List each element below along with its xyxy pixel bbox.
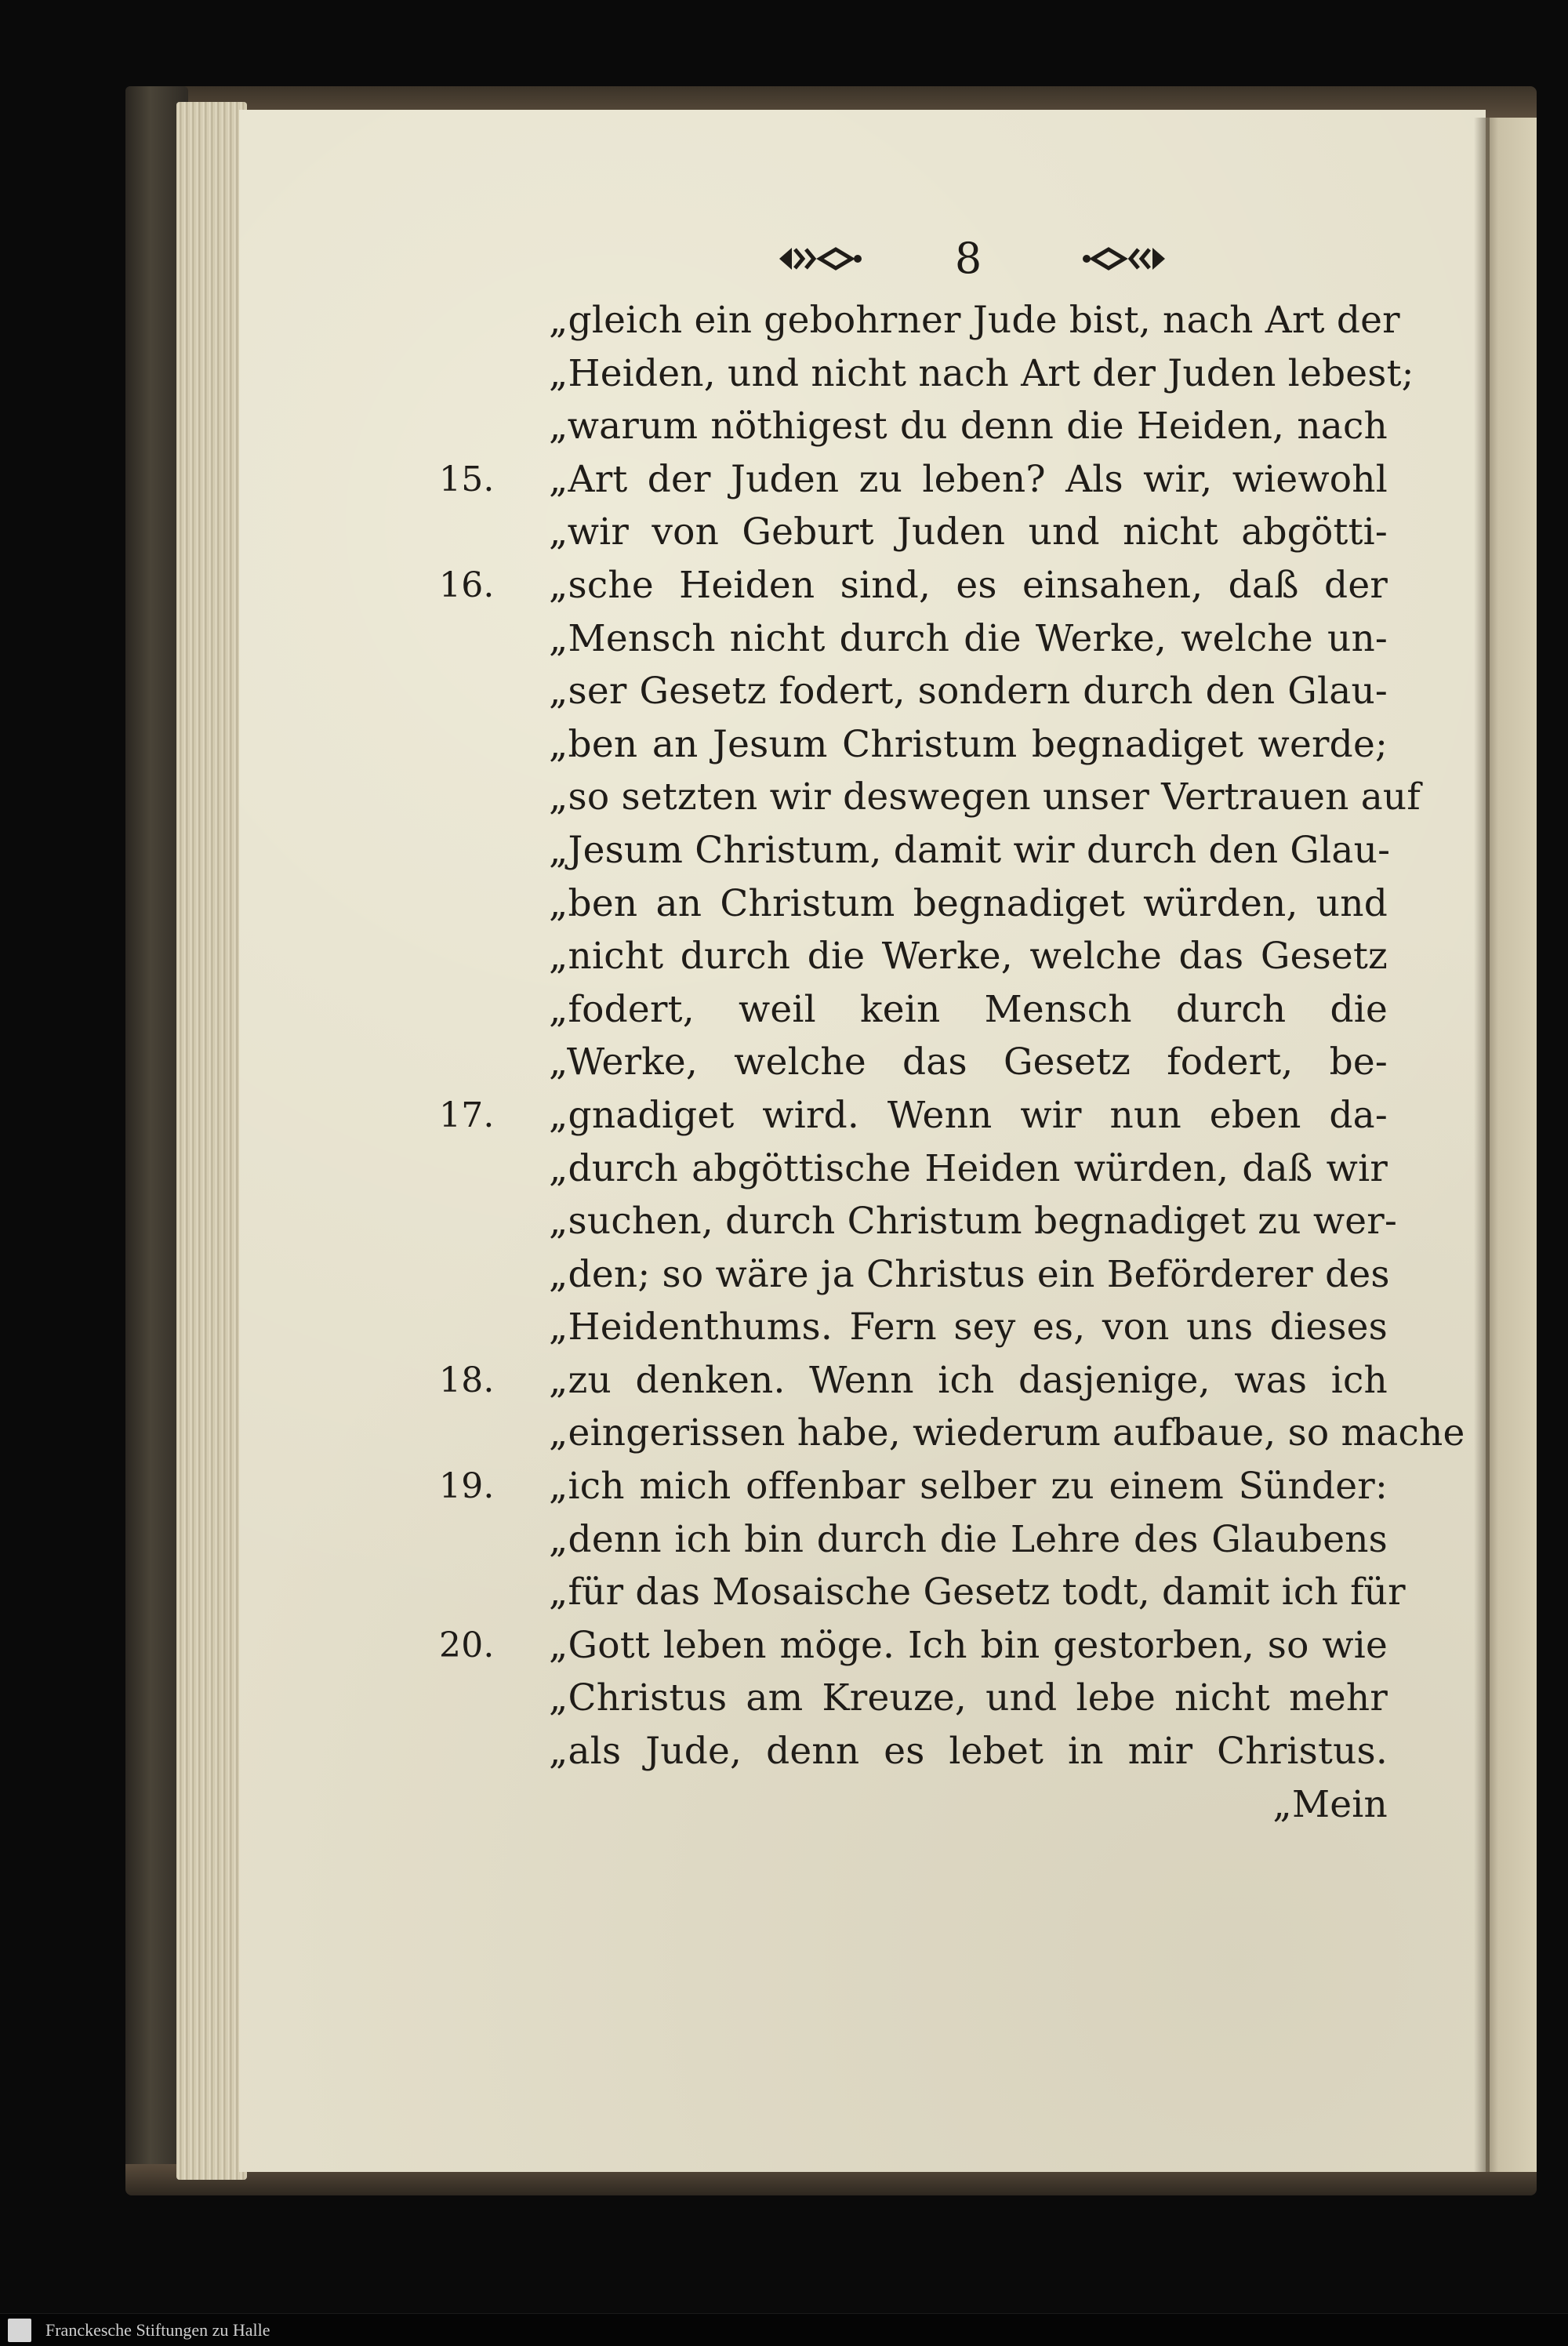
text-line xyxy=(549,877,1388,931)
page-number: 8 xyxy=(954,234,982,283)
text-line xyxy=(549,506,1388,559)
line-text: „zu denken. Wenn ich dasjenige, was ich xyxy=(549,1358,1388,1402)
line-text: „gnadiget wird. Wenn wir nun eben da- xyxy=(549,1093,1388,1137)
line-text: „Heiden, und nicht nach Art der Juden lebest; xyxy=(549,351,1414,395)
text-line xyxy=(439,1089,1388,1142)
text-line xyxy=(549,400,1388,453)
footer-bar xyxy=(0,2313,1568,2346)
line-text: „wir von Geburt Juden und nicht abgötti- xyxy=(549,510,1388,554)
line-text: „Jesum Christum, damit wir durch den Glau- xyxy=(549,828,1391,872)
verse-number: 17. xyxy=(439,1095,495,1135)
line-text: „ben an Christum begnadiget würden, und xyxy=(549,881,1388,925)
line-text: „fodert, weil kein Mensch durch die xyxy=(549,987,1388,1031)
text-line xyxy=(549,1407,1465,1460)
text-line xyxy=(439,559,1388,612)
text-line xyxy=(549,347,1414,401)
text-line xyxy=(549,1672,1388,1725)
page-edges-stack xyxy=(176,102,247,2180)
line-text: „denn ich bin durch die Lehre des Glaubens xyxy=(549,1517,1388,1561)
line-text: „für das Mosaische Gesetz todt, damit ich für xyxy=(549,1571,1406,1614)
text-line xyxy=(549,612,1388,666)
text-line xyxy=(439,1354,1388,1407)
page-header xyxy=(0,235,1568,290)
page-gutter-shadow xyxy=(1474,118,1490,2172)
line-text: „Gott leben möge. Ich bin gestorben, so wie xyxy=(549,1623,1388,1667)
text-line xyxy=(549,1725,1388,1778)
line-text: „ser Gesetz fodert, sondern durch den Glau- xyxy=(549,670,1388,714)
text-line xyxy=(549,1566,1406,1619)
footer-institution-text: Franckesche Stiftungen zu Halle xyxy=(45,2320,270,2340)
text-line xyxy=(549,294,1400,347)
line-text: „Art der Juden zu leben? Als wir, wiewohl xyxy=(549,457,1388,501)
text-block xyxy=(439,294,1465,1831)
text-line xyxy=(549,1142,1388,1196)
line-text: „nicht durch die Werke, welche das Gesetz xyxy=(549,935,1388,979)
verse-number: 19. xyxy=(439,1466,495,1507)
institution-logo-icon xyxy=(8,2319,31,2342)
text-line xyxy=(549,718,1388,772)
text-line xyxy=(549,1248,1388,1302)
left-ornament-icon xyxy=(776,242,862,276)
text-line xyxy=(549,983,1388,1037)
text-line xyxy=(549,665,1388,718)
text-line xyxy=(549,824,1391,877)
line-text: „den; so wäre ja Christus ein Beförderer des xyxy=(549,1252,1390,1296)
line-text: „Heidenthums. Fern sey es, von uns dieses xyxy=(549,1306,1388,1349)
line-text: „Christus am Kreuze, und lebe nicht mehr xyxy=(549,1676,1388,1720)
text-line xyxy=(549,930,1388,983)
text-line xyxy=(549,771,1421,824)
line-text: „eingerissen habe, wiederum aufbaue, so mache xyxy=(549,1411,1465,1455)
line-text: „gleich ein gebohrner Jude bist, nach Art der xyxy=(549,299,1400,342)
line-text: „als Jude, denn es lebet in mir Christus. xyxy=(549,1730,1388,1774)
line-text: „Mensch nicht durch die Werke, welche un- xyxy=(549,616,1388,660)
verse-number: 16. xyxy=(439,565,495,605)
text-line xyxy=(549,1513,1388,1567)
line-text: „ben an Jesum Christum begnadiget werde; xyxy=(549,722,1388,766)
line-text: „suchen, durch Christum begnadiget zu wer- xyxy=(549,1200,1398,1244)
catchword: „Mein xyxy=(1272,1782,1388,1826)
line-text: „so setzten wir deswegen unser Vertrauen auf xyxy=(549,775,1421,819)
text-line xyxy=(439,453,1388,507)
text-line xyxy=(549,1036,1388,1089)
text-line xyxy=(549,1195,1398,1248)
line-text: „ich mich offenbar selber zu einem Sünder: xyxy=(549,1465,1388,1509)
line-text: „Werke, welche das Gesetz fodert, be- xyxy=(549,1040,1388,1084)
verse-number: 18. xyxy=(439,1360,495,1400)
text-line xyxy=(439,1460,1388,1513)
line-text: „sche Heiden sind, es einsahen, daß der xyxy=(549,563,1388,607)
verse-number: 20. xyxy=(439,1625,495,1665)
text-line xyxy=(549,1301,1388,1354)
facing-page-edge xyxy=(1482,118,1537,2172)
verse-number: 15. xyxy=(439,459,495,499)
line-text: „warum nöthigest du denn die Heiden, nach xyxy=(549,405,1388,448)
text-line xyxy=(439,1619,1388,1672)
right-ornament-icon xyxy=(1082,242,1168,276)
line-text: „durch abgöttische Heiden würden, daß wir xyxy=(549,1146,1388,1190)
